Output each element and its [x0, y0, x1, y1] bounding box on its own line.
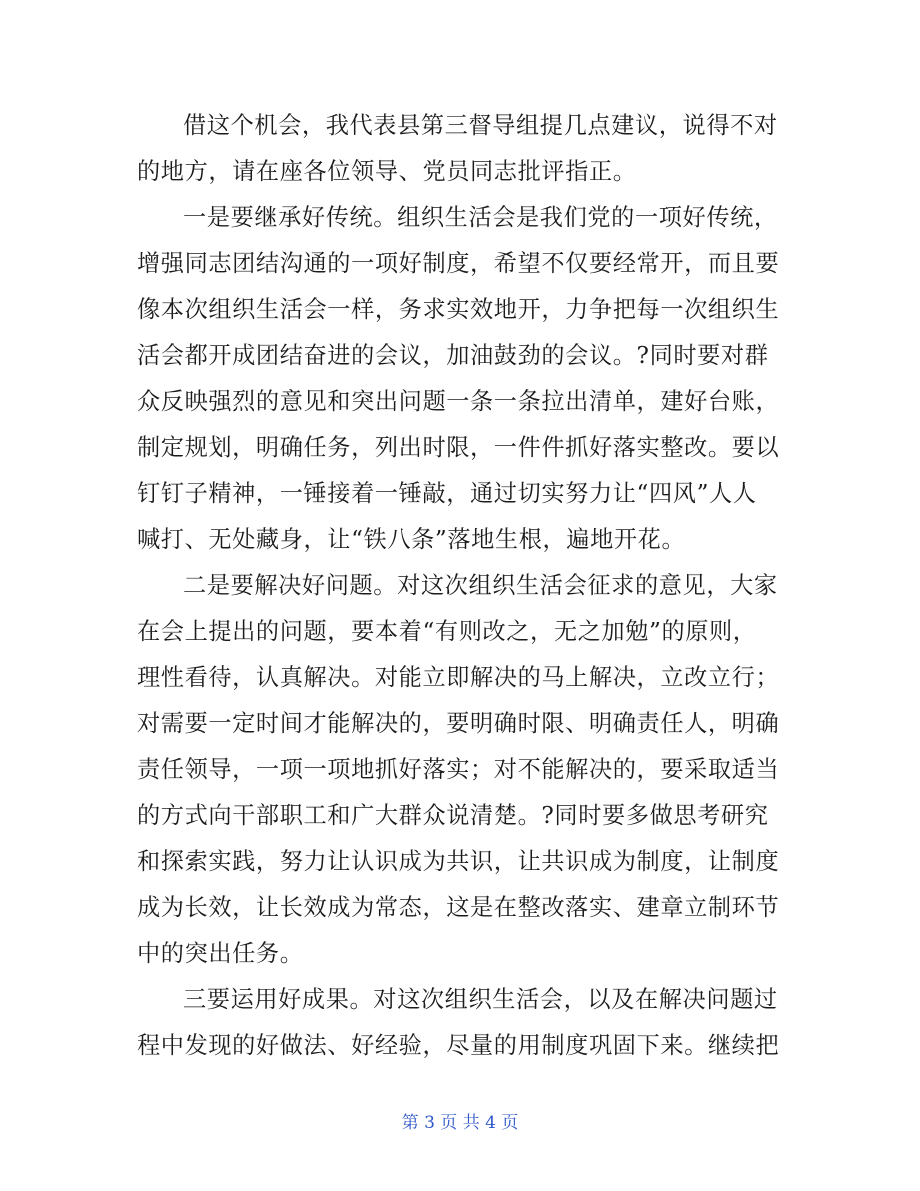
text-line-6: 活会都开成团结奋进的会议，加油鼓劲的会议。?同时要对群 — [137, 342, 769, 369]
page-footer — [0, 1111, 920, 1135]
text-line-2: 的地方，请在座各位领导、党员同志批评指正。 — [137, 158, 637, 185]
text-line-18: 成为长效，让长效成为常态，这是在整改落实、建章立制环节 — [137, 894, 780, 921]
text-line-7: 众反映强烈的意见和突出问题一条一条拉出清单，建好台账， — [137, 388, 780, 415]
text-line-10: 喊打、无处藏身，让“铁八条”落地生根，遍地开花。 — [137, 526, 686, 553]
text-line-11: 二是要解决好问题。对这次组织生活会征求的意见，大家 — [183, 572, 778, 599]
text-line-14: 对需要一定时间才能解决的，要明确时限、明确责任人，明确 — [137, 710, 780, 737]
text-line-15: 责任领导，一项一项地抓好落实；对不能解决的，要采取适当 — [137, 756, 780, 783]
page-number-label: 第 3 页 共 4 页 — [401, 1113, 519, 1133]
text-line-4: 增强同志团结沟通的一项好制度，希望不仅要经常开，而且要 — [137, 250, 780, 277]
text-line-8: 制定规划，明确任务，列出时限，一件件抓好落实整改。要以 — [137, 434, 780, 461]
text-line-17: 和探索实践，努力让认识成为共识，让共识成为制度，让制度 — [137, 848, 780, 875]
text-line-13: 理性看待，认真解决。对能立即解决的马上解决，立改立行； — [137, 664, 780, 691]
text-line-9: 钉钉子精神，一锤接着一锤敲，通过切实努力让“四风”人人 — [137, 480, 757, 507]
text-line-3: 一是要继承好传统。组织生活会是我们党的一项好传统， — [183, 204, 778, 231]
text-line-21: 程中发现的好做法、好经验，尽量的用制度巩固下来。继续把 — [137, 1032, 780, 1059]
text-line-19: 中的突出任务。 — [137, 940, 304, 967]
text-line-5: 像本次组织生活会一样，务求实效地开，力争把每一次组织生 — [137, 296, 780, 323]
text-line-1: 借这个机会，我代表县第三督导组提几点建议，说得不对 — [183, 112, 778, 139]
text-line-16: 的方式向干部职工和广大群众说清楚。?同时要多做思考研究 — [137, 802, 769, 829]
text-line-20: 三要运用好成果。对这次组织生活会，以及在解决问题过 — [183, 986, 778, 1013]
text-line-12: 在会上提出的问题，要本着“有则改之，无之加勉”的原则， — [137, 618, 757, 645]
